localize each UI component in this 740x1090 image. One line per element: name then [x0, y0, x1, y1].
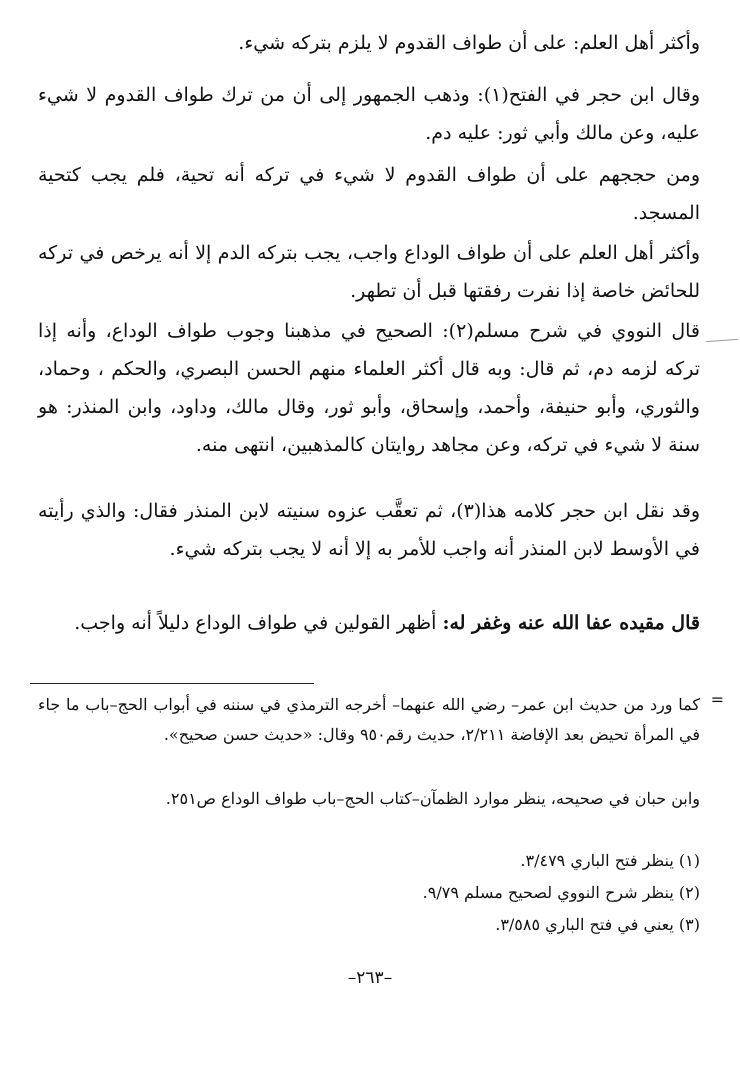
paragraph-6: وقد نقل ابن حجر كلامه هذا(٣)، ثم تعقَّب عزوه سنيته لابن المنذر فقال: والذي رأيته في الأوسط لابن المنذر أنه واجب للأمر به إلا أنه لا يجب بتركه شيء.	[38, 500, 701, 560]
footnote-ref-3: (٣) يعني في فتح الباري ٣/٥٨٥.	[495, 915, 700, 934]
conclusion-label: قال مقيده عفا الله عنه وغفر له:	[442, 612, 700, 634]
conclusion-text: أظهر القولين في طواف الوداع دليلاً أنه واجب.	[74, 612, 437, 634]
conclusion-paragraph	[38, 604, 700, 642]
footnote-ref-1: (١) ينظر فتح الباري ٣/٤٧٩.	[520, 851, 700, 870]
paragraph-2: وقال ابن حجر في الفتح(١): وذهب الجمهور إلى أن من ترك طواف القدوم لا شيء عليه، وعن مالك وأبي ثور: عليه دم.	[38, 84, 701, 144]
footnote-continuation-1: كما ورد من حديث ابن عمر– رضي الله عنهما– أخرجه الترمذي في سننه في أبواب الحج–باب ما جاء في المرأة تحيض بعد الإفاضة ٢/٢١١، حديث رقم٩٥٠ وقال: «حديث حسن صحيح».	[38, 695, 701, 744]
paragraph-1: وأكثر أهل العلم: على أن طواف القدوم لا يلزم بتركه شيء.	[238, 32, 700, 54]
paragraph-5: قال النووي في شرح مسلم(٢): الصحيح في مذهبنا وجوب طواف الوداع، وأنه إذا تركه لزمه دم، ثم قال: وبه قال أكثر العلماء منهم الحسن البصري، والحكم ، وحماد، والثوري، وأبو حنيفة، وأحمد، وإسحاق، وأبو ثور، وقال مالك، وداود، وابن المنذر: هو سنة لا شيء في تركه، وعن مجاهد روايتان كالمذهبين، انتهى منه.	[38, 320, 701, 456]
footnote-ref-2: (٢) ينظر شرح النووي لصحيح مسلم ٩/٧٩.	[422, 883, 700, 902]
paragraph-4: وأكثر أهل العلم على أن طواف الوداع واجب، يجب بتركه الدم إلا أنه يرخص في تركه للحائض خاصة إذا نفرت رفقتها قبل أن تطهر.	[38, 242, 700, 302]
paragraph-3: ومن حججهم على أن طواف القدوم لا شيء في تركه أنه تحية، فلم يجب كتحية المسجد.	[38, 164, 700, 224]
page-number: –٢٦٣–	[347, 968, 393, 988]
footnote-continuation-mark: =	[710, 690, 724, 709]
footnote-continuation-2: وابن حبان في صحيحه، ينظر موارد الظمآن–كتاب الحج–باب طواف الوداع ص٢٥١.	[165, 789, 700, 808]
margin-pencil-mark	[706, 339, 738, 342]
footnote-separator	[30, 683, 314, 684]
